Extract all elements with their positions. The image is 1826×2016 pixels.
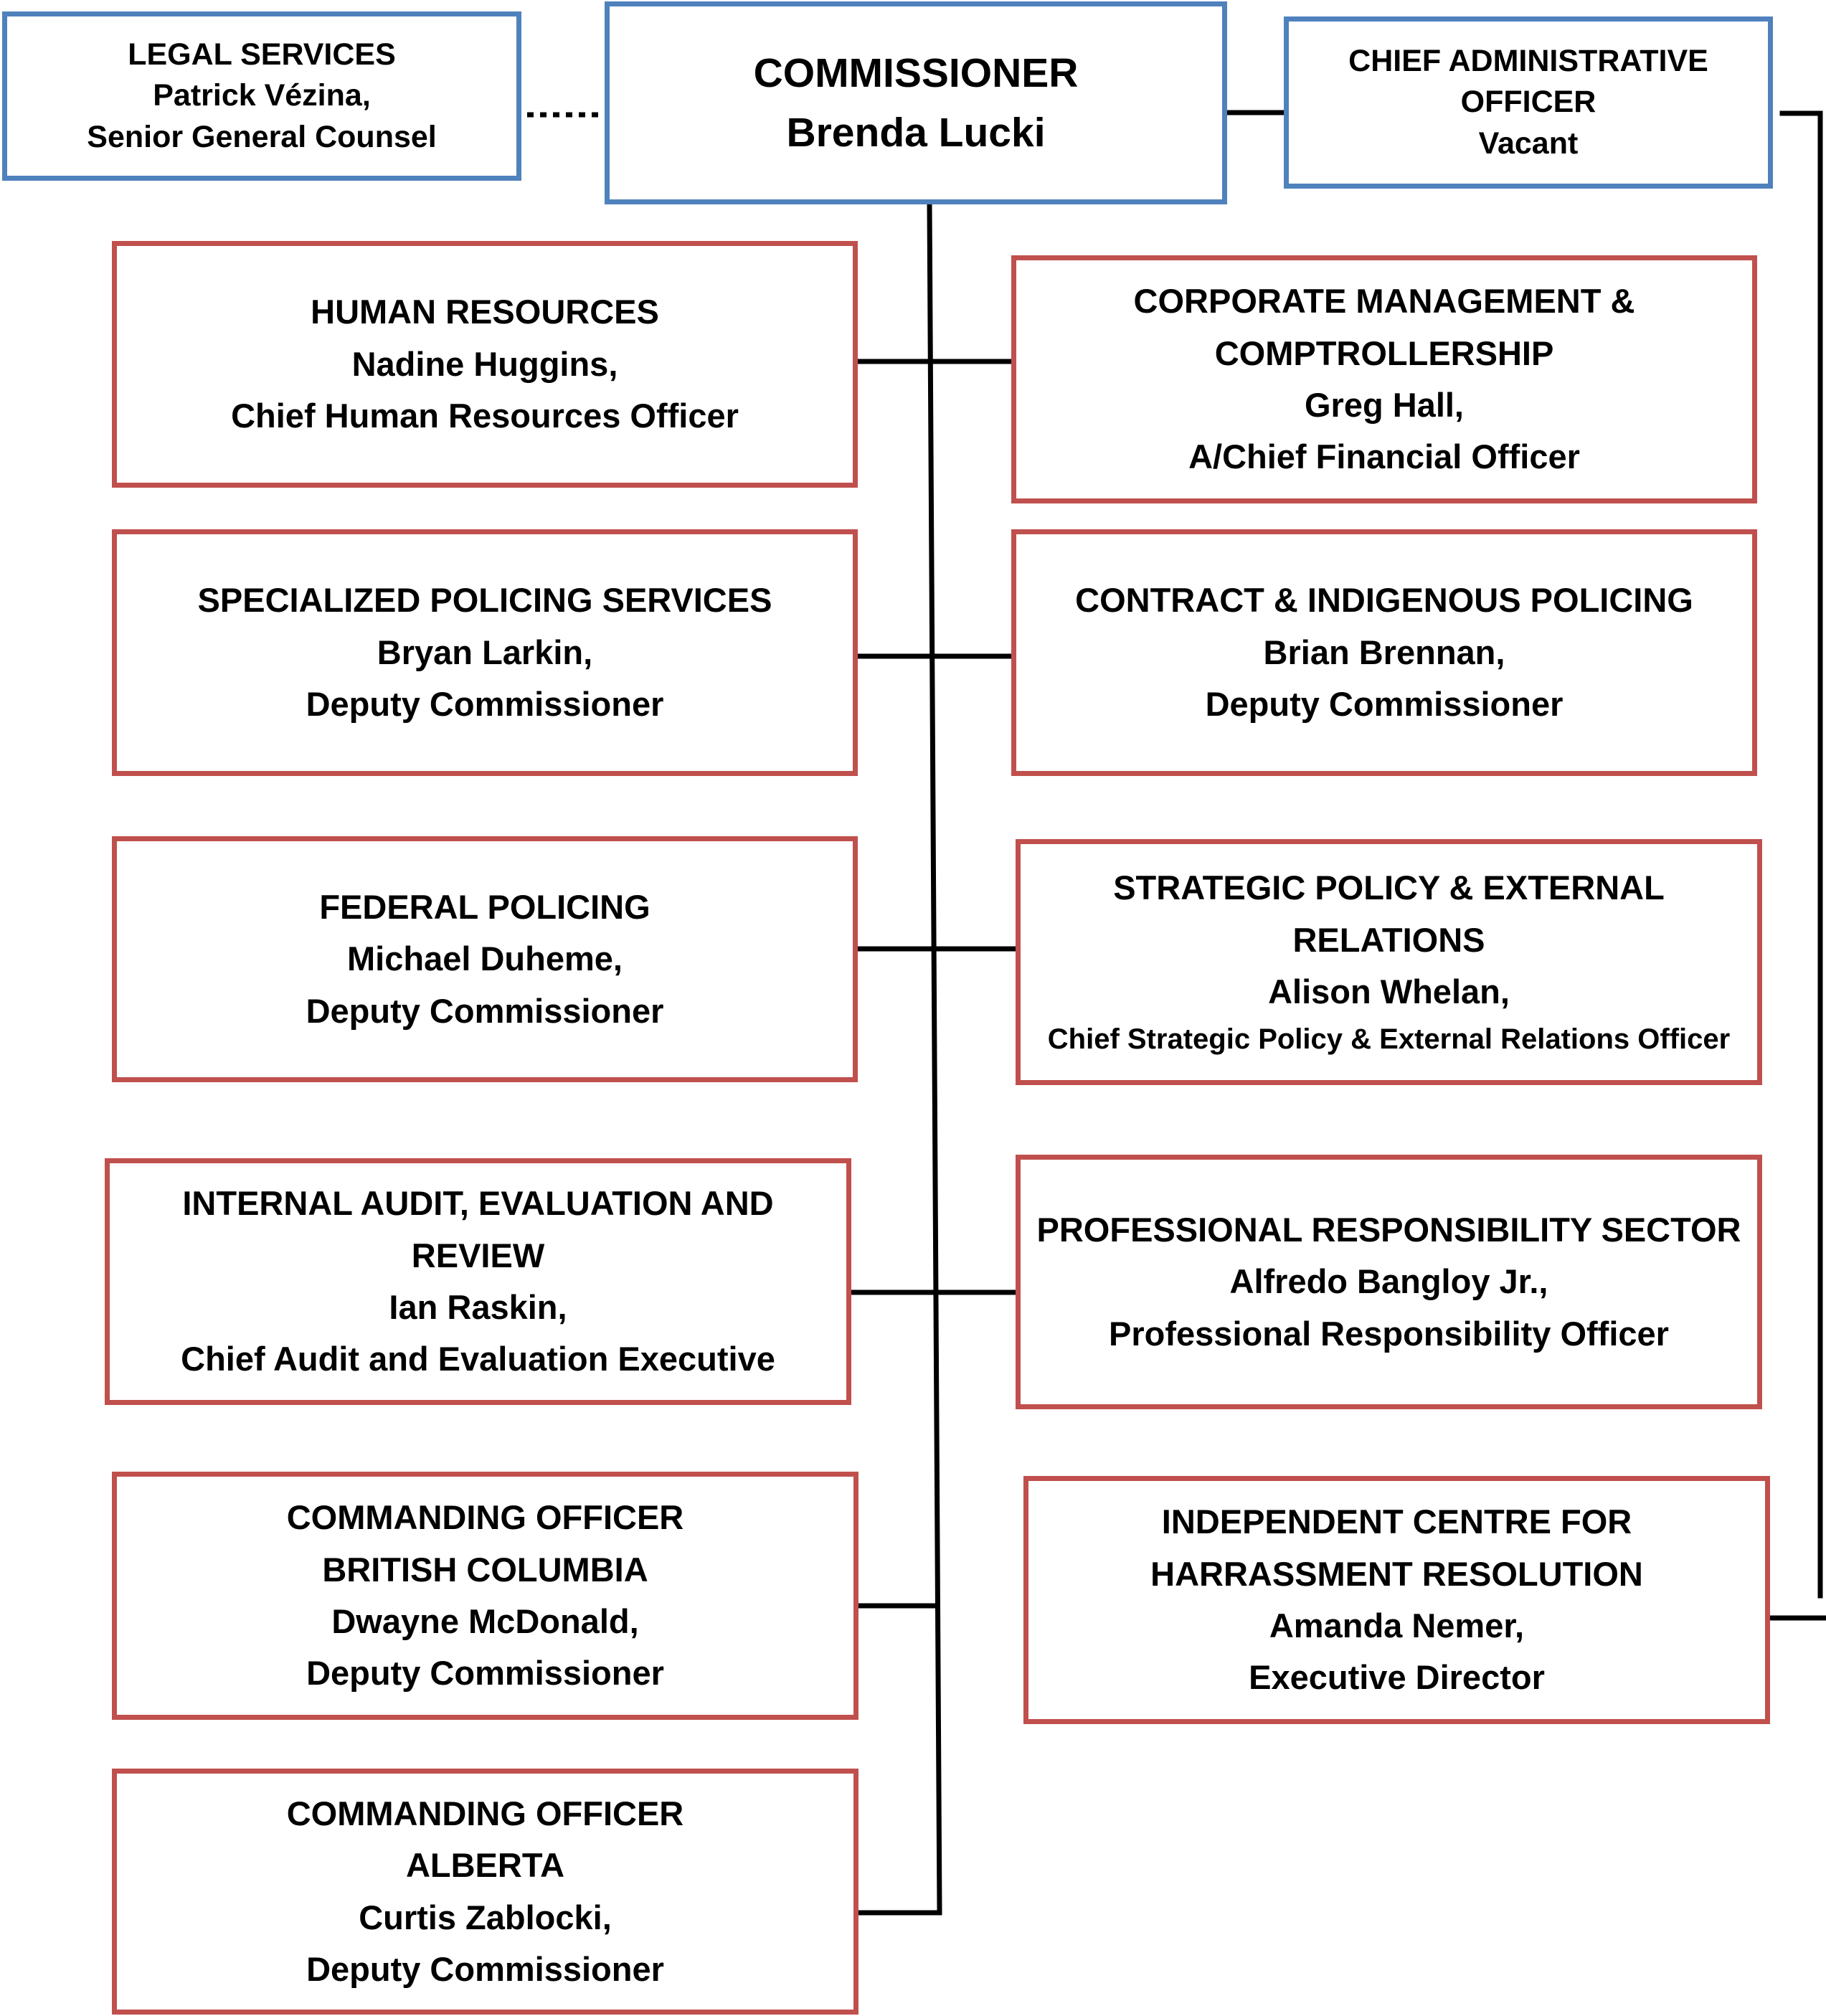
cao-box <box>1284 16 1773 189</box>
bc-title-line1: COMMANDING OFFICER <box>286 1498 684 1537</box>
main-trunk <box>929 204 940 1913</box>
sper-title-line2: RELATIONS <box>1292 920 1485 959</box>
iaer-name: Ian Raskin, <box>389 1288 567 1326</box>
ab-title-line2: ALBERTA <box>405 1846 565 1885</box>
fp-name: Michael Duheme, <box>347 940 623 978</box>
specialized-policing-box <box>112 529 858 776</box>
federal-policing-box <box>112 836 858 1082</box>
prs-title: PROFESSIONAL RESPONSIBILITY SECTOR <box>1036 1210 1741 1249</box>
hr-title: HUMAN RESOURCES <box>311 293 659 331</box>
hr-name: Nadine Huggins, <box>351 344 618 383</box>
ichr-title-line1: INDEPENDENT CENTRE FOR <box>1161 1502 1632 1541</box>
legal-services-role: Senior General Counsel <box>87 119 437 154</box>
co-alberta-box <box>112 1769 858 2015</box>
commissioner-title: COMMISSIONER <box>753 49 1079 96</box>
sper-title-line1: STRATEGIC POLICY & EXTERNAL <box>1113 869 1665 907</box>
commissioner-box <box>605 1 1227 204</box>
iaer-title-line2: REVIEW <box>411 1236 545 1274</box>
professional-responsibility-box <box>1016 1155 1762 1409</box>
cmc-name: Greg Hall, <box>1304 386 1464 424</box>
prs-role: Professional Responsibility Officer <box>1109 1314 1669 1353</box>
sps-name: Bryan Larkin, <box>377 633 593 671</box>
sper-role: Chief Strategic Policy & External Relations Officer <box>1047 1023 1731 1056</box>
legal-services-title: LEGAL SERVICES <box>128 37 396 72</box>
corporate-management-box <box>1011 255 1757 503</box>
cao-name: Vacant <box>1478 126 1579 161</box>
prs-name: Alfredo Bangloy Jr., <box>1229 1262 1548 1301</box>
ab-role: Deputy Commissioner <box>306 1949 664 1988</box>
bc-role: Deputy Commissioner <box>306 1654 664 1693</box>
independent-centre-box <box>1023 1476 1770 1724</box>
cmc-title-line1: CORPORATE MANAGEMENT & <box>1133 282 1635 321</box>
sps-title: SPECIALIZED POLICING SERVICES <box>197 581 772 620</box>
cmc-role: A/Chief Financial Officer <box>1188 437 1580 476</box>
ab-name: Curtis Zablocki, <box>359 1898 612 1936</box>
co-british-columbia-box <box>112 1472 858 1720</box>
hr-role: Chief Human Resources Officer <box>231 397 739 435</box>
ab-title-line1: COMMANDING OFFICER <box>286 1794 684 1832</box>
fp-role: Deputy Commissioner <box>306 991 664 1030</box>
cao-to-ichr-connector <box>1782 113 1820 1596</box>
cao-title-line1: CHIEF ADMINISTRATIVE <box>1348 43 1708 78</box>
contract-indigenous-policing-box <box>1011 529 1757 776</box>
sper-name: Alison Whelan, <box>1268 972 1510 1011</box>
legal-services-name: Patrick Vézina, <box>153 78 371 113</box>
iaer-role: Chief Audit and Evaluation Executive <box>181 1340 775 1378</box>
ichr-role: Executive Director <box>1249 1658 1545 1697</box>
fp-title: FEDERAL POLICING <box>319 887 651 926</box>
strategic-policy-box <box>1016 839 1762 1085</box>
iaer-title-line1: INTERNAL AUDIT, EVALUATION AND <box>182 1184 774 1223</box>
ichr-title-line2: HARRASSMENT RESOLUTION <box>1150 1554 1643 1593</box>
cip-name: Brian Brennan, <box>1263 633 1505 671</box>
commissioner-name: Brenda Lucki <box>786 109 1046 156</box>
cip-title: CONTRACT & INDIGENOUS POLICING <box>1075 581 1693 620</box>
cmc-title-line2: COMPTROLLERSHIP <box>1214 333 1554 372</box>
bc-title-line2: BRITISH COLUMBIA <box>322 1550 648 1589</box>
cip-role: Deputy Commissioner <box>1205 685 1564 724</box>
internal-audit-box <box>105 1158 851 1405</box>
bc-name: Dwayne McDonald, <box>331 1602 639 1640</box>
legal-services-box <box>2 11 521 181</box>
human-resources-box <box>112 241 858 488</box>
ichr-name: Amanda Nemer, <box>1269 1606 1525 1644</box>
cao-title-line2: OFFICER <box>1460 85 1596 120</box>
sps-role: Deputy Commissioner <box>306 685 664 724</box>
